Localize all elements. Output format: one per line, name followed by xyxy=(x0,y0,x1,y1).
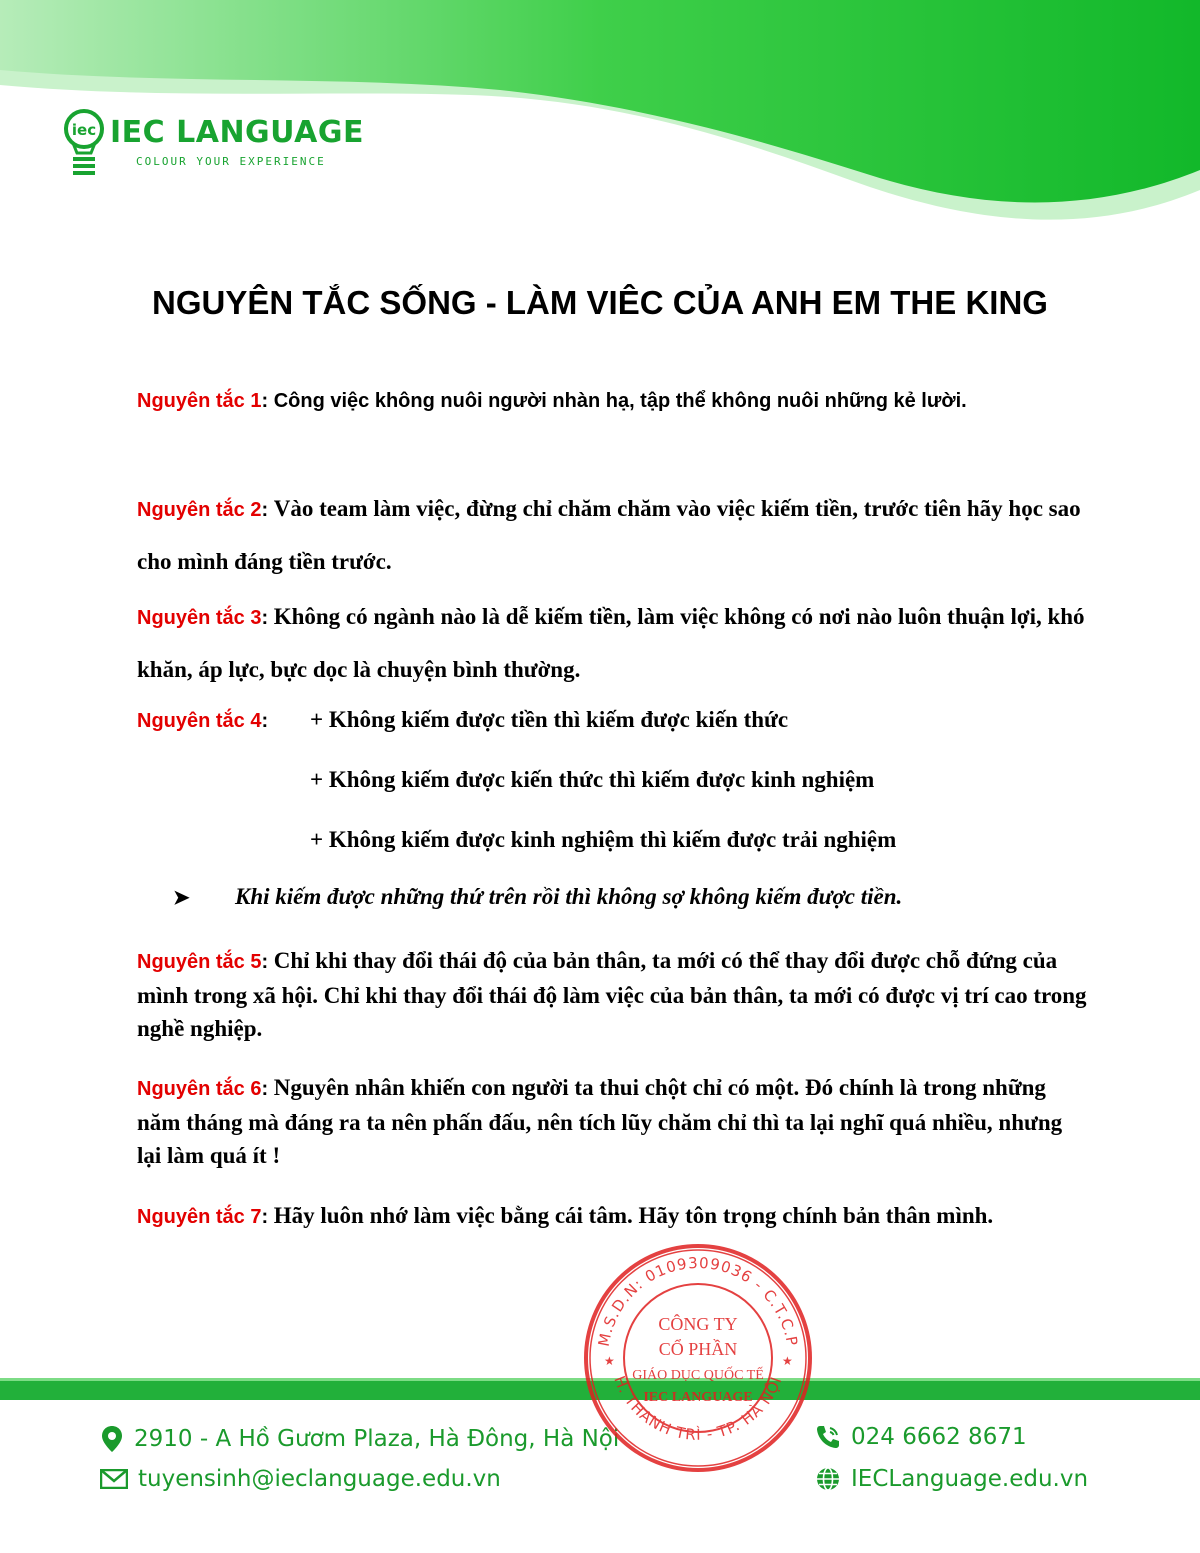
envelope-icon xyxy=(100,1469,128,1489)
rule-7: Nguyên tắc 7: Hãy luôn nhớ làm việc bằng cái tâm. Hãy tôn trọng chính bản thân mình. xyxy=(137,1203,994,1228)
rule-label: Nguyên tắc 6 xyxy=(137,1078,262,1100)
stamp-line3: GIÁO DỤC QUỐC TẾ xyxy=(632,1368,764,1383)
rule-4-conclusion xyxy=(173,882,902,913)
globe-icon xyxy=(815,1466,841,1492)
rule-5: Nguyên tắc 5: Chỉ khi thay đổi thái độ của bản thân, ta mới có thể thay đổi được chỗ đứng của mình trong xã hội. Chỉ khi thay đổi thái độ làm việc của bản thân, ta mới có được vị trí cao trong nghề nghiệp. xyxy=(137,948,1087,1041)
website-link[interactable]: IECLanguage.edu.vn xyxy=(851,1466,1089,1492)
stamp-line1: CÔNG TY xyxy=(658,1314,738,1334)
logo xyxy=(62,105,382,185)
rule-1: Nguyên tắc 1: Công việc không nuôi người nhàn hạ, tập thể không nuôi những kẻ lười. xyxy=(137,390,967,412)
logo-tagline: COLOUR YOUR EXPERIENCE xyxy=(136,155,326,168)
stamp-line2: CỔ PHẦN xyxy=(658,1339,738,1359)
rule-label: Nguyên tắc 2 xyxy=(137,499,262,521)
rule-4-item: + Không kiếm được kinh nghiệm thì kiếm được trải nghiệm xyxy=(310,827,897,852)
rule-4-item: + Không kiếm được tiền thì kiếm được kiến thức xyxy=(310,707,789,732)
page-title: NGUYÊN TẮC SỐNG - LÀM VIÊC CỦA ANH EM THE KING xyxy=(152,284,1048,321)
rule-text: Hãy luôn nhớ làm việc bằng cái tâm. Hãy tôn trọng chính bản thân mình. xyxy=(273,1203,994,1228)
rule-text: Chỉ khi thay đổi thái độ của bản thân, ta mới có thể thay đổi được chỗ đứng của mình trong xã hội. Chỉ khi thay đổi thái độ làm việc của bản thân, ta mới có được vị trí cao trong nghề nghiệp. xyxy=(137,948,1087,1041)
stamp-bottom-text: H. THANH TRÌ - TP. HÀ NỘI xyxy=(610,1373,786,1444)
rule-text: Vào team làm việc, đừng chỉ chăm chăm vào việc kiếm tiền, trước tiên hãy học sao cho mình đáng tiền trước. xyxy=(137,496,1081,574)
rule-3: Nguyên tắc 3: Không có ngành nào là dễ kiếm tiền, làm việc không có nơi nào luôn thuận lợi, khó khăn, áp lực, bực dọc là chuyện bình thường. xyxy=(137,604,1085,682)
rule-6: Nguyên tắc 6: Nguyên nhân khiến con người ta thui chột chỉ có một. Đó chính là trong những năm tháng mà đáng ra ta nên phấn đấu, nên tích lũy chăm chỉ thì ta lại nghĩ quá nhiều, nhưng lại làm quá ít ! xyxy=(137,1075,1063,1168)
phone-icon xyxy=(815,1424,841,1450)
logo-title: IEC LANGUAGE xyxy=(110,115,364,150)
location-pin-icon xyxy=(100,1425,124,1453)
rule-label: Nguyên tắc 4 xyxy=(137,710,262,732)
rule-4-item: + Không kiếm được kiến thức thì kiếm được kinh nghiệm xyxy=(310,767,875,792)
stamp-outer-text: M.S.D.N: 0109309036 - C.T.C.P xyxy=(594,1253,802,1348)
rule-text: Nguyên nhân khiến con người ta thui chột chỉ có một. Đó chính là trong những năm tháng mà đáng ra ta nên phấn đấu, nên tích lũy chăm chỉ thì ta lại nghĩ quá nhiều, nhưng lại làm quá ít ! xyxy=(137,1075,1063,1168)
rule-2: Nguyên tắc 2: Vào team làm việc, đừng chỉ chăm chăm vào việc kiếm tiền, trước tiên hãy học sao cho mình đáng tiền trước. xyxy=(137,496,1081,574)
rule-text: Công việc không nuôi người nhàn hạ, tập thể không nuôi những kẻ lười. xyxy=(273,390,967,412)
stamp-star-icon: ★ xyxy=(604,1354,615,1368)
footer-website[interactable] xyxy=(815,1466,1088,1492)
arrow-bullet-icon: ➤ xyxy=(173,887,190,909)
footer-phone[interactable] xyxy=(815,1424,1027,1450)
conclusion-text: Khi kiếm được những thứ trên rồi thì không sợ không kiếm được tiền. xyxy=(235,884,903,909)
stamp-star-icon: ★ xyxy=(782,1354,793,1368)
footer-address xyxy=(100,1425,619,1453)
rule-label: Nguyên tắc 7 xyxy=(137,1206,262,1228)
rule-text: Không có ngành nào là dễ kiếm tiền, làm việc không có nơi nào luôn thuận lợi, khó khăn, áp lực, bực dọc là chuyện bình thường. xyxy=(137,604,1085,682)
address-text: 2910 - A Hồ Gươm Plaza, Hà Đông, Hà Nội xyxy=(134,1426,620,1452)
rule-label: Nguyên tắc 1 xyxy=(137,390,262,412)
logo-badge: iec xyxy=(71,121,97,139)
phone-text[interactable]: 024 6662 8671 xyxy=(851,1424,1027,1450)
rule-label: Nguyên tắc 5 xyxy=(137,951,262,973)
stamp-line4: IEC LANGUAGE xyxy=(643,1390,753,1405)
footer-email[interactable] xyxy=(100,1466,501,1492)
rule-label: Nguyên tắc 3 xyxy=(137,607,262,629)
company-stamp xyxy=(578,1238,818,1478)
lightbulb-logo-icon xyxy=(62,105,108,177)
email-link[interactable]: tuyensinh@ieclanguage.edu.vn xyxy=(138,1466,501,1492)
rule-4: Nguyên tắc 4: xyxy=(137,710,269,732)
